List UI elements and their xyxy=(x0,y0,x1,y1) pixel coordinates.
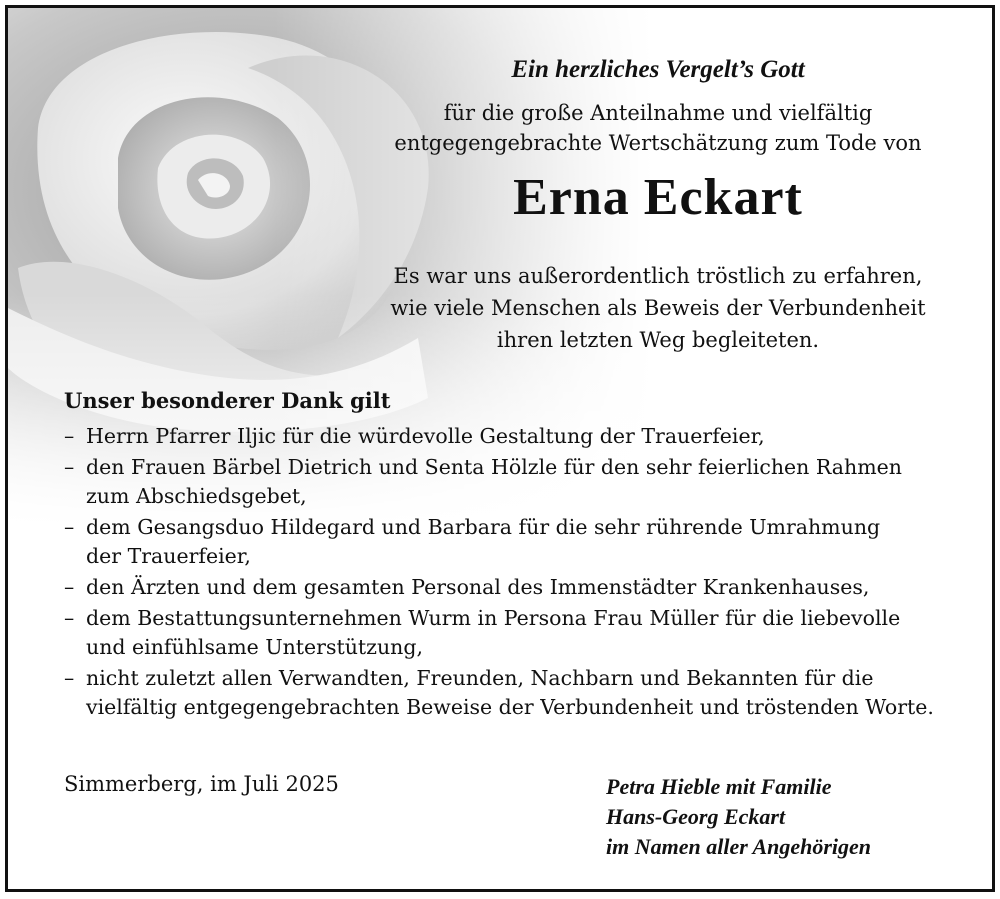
dash-marker: – xyxy=(64,575,75,599)
signer-line: Hans-Georg Eckart xyxy=(606,804,786,829)
list-item-line: zum Abschiedsgebet, xyxy=(86,484,307,508)
intro-line: für die große Anteilnahme und vielfältig xyxy=(443,101,873,125)
list-item-line: Herrn Pfarrer Iljic für die würdevolle Gestaltung der Trauerfeier, xyxy=(86,424,765,448)
dash-marker: – xyxy=(64,515,75,539)
list-item-line: den Ärzten und dem gesamten Personal des Immenstädter Krankenhauses, xyxy=(86,575,870,599)
place-date: Simmerberg, im Juli 2025 xyxy=(64,772,339,796)
intro-text xyxy=(368,98,948,158)
dash-marker: – xyxy=(64,666,75,690)
list-item-line: den Frauen Bärbel Dietrich und Senta Hölzle für den sehr feierlichen Rahmen xyxy=(86,455,902,479)
dash-marker: – xyxy=(64,455,75,479)
comfort-text xyxy=(368,260,948,356)
list-item xyxy=(64,513,944,571)
list-item-line: der Trauerfeier, xyxy=(86,544,251,568)
comfort-line: wie viele Menschen als Beweis der Verbundenheit xyxy=(390,296,926,320)
list-item-line: vielfältig entgegengebrachten Beweise der Verbundenheit und tröstenden Worte. xyxy=(86,695,934,719)
list-item xyxy=(64,422,944,451)
signer-line: Petra Hieble mit Familie xyxy=(606,774,832,799)
intro-line: entgegengebrachte Wertschätzung zum Tode von xyxy=(394,131,922,155)
list-item-line: dem Gesangsduo Hildegard und Barbara für die sehr rührende Umrahmung xyxy=(86,515,881,539)
dash-marker: – xyxy=(64,424,75,448)
thanks-title: Ein herzliches Vergelt’s Gott xyxy=(511,56,805,83)
thanks-list xyxy=(64,422,944,724)
thanks-heading: Unser besonderer Dank gilt xyxy=(64,388,391,413)
list-item xyxy=(64,573,944,602)
list-item-line: nicht zuletzt allen Verwandten, Freunden, Nachbarn und Bekannten für die xyxy=(86,666,874,690)
comfort-line: Es war uns außerordentlich tröstlich zu erfahren, xyxy=(393,264,923,288)
list-item-line: und einfühlsame Unterstützung, xyxy=(86,635,424,659)
list-item xyxy=(64,453,944,511)
signers-block xyxy=(606,772,871,862)
list-item xyxy=(64,664,944,722)
obituary-card xyxy=(5,5,995,892)
deceased-name: Erna Eckart xyxy=(513,169,803,226)
comfort-line: ihren letzten Weg begleiteten. xyxy=(496,328,820,352)
list-item-line: dem Bestattungsunternehmen Wurm in Persona Frau Müller für die liebevolle xyxy=(86,606,901,630)
list-item xyxy=(64,604,944,662)
dash-marker: – xyxy=(64,606,75,630)
signer-line: im Namen aller Angehörigen xyxy=(606,834,872,859)
